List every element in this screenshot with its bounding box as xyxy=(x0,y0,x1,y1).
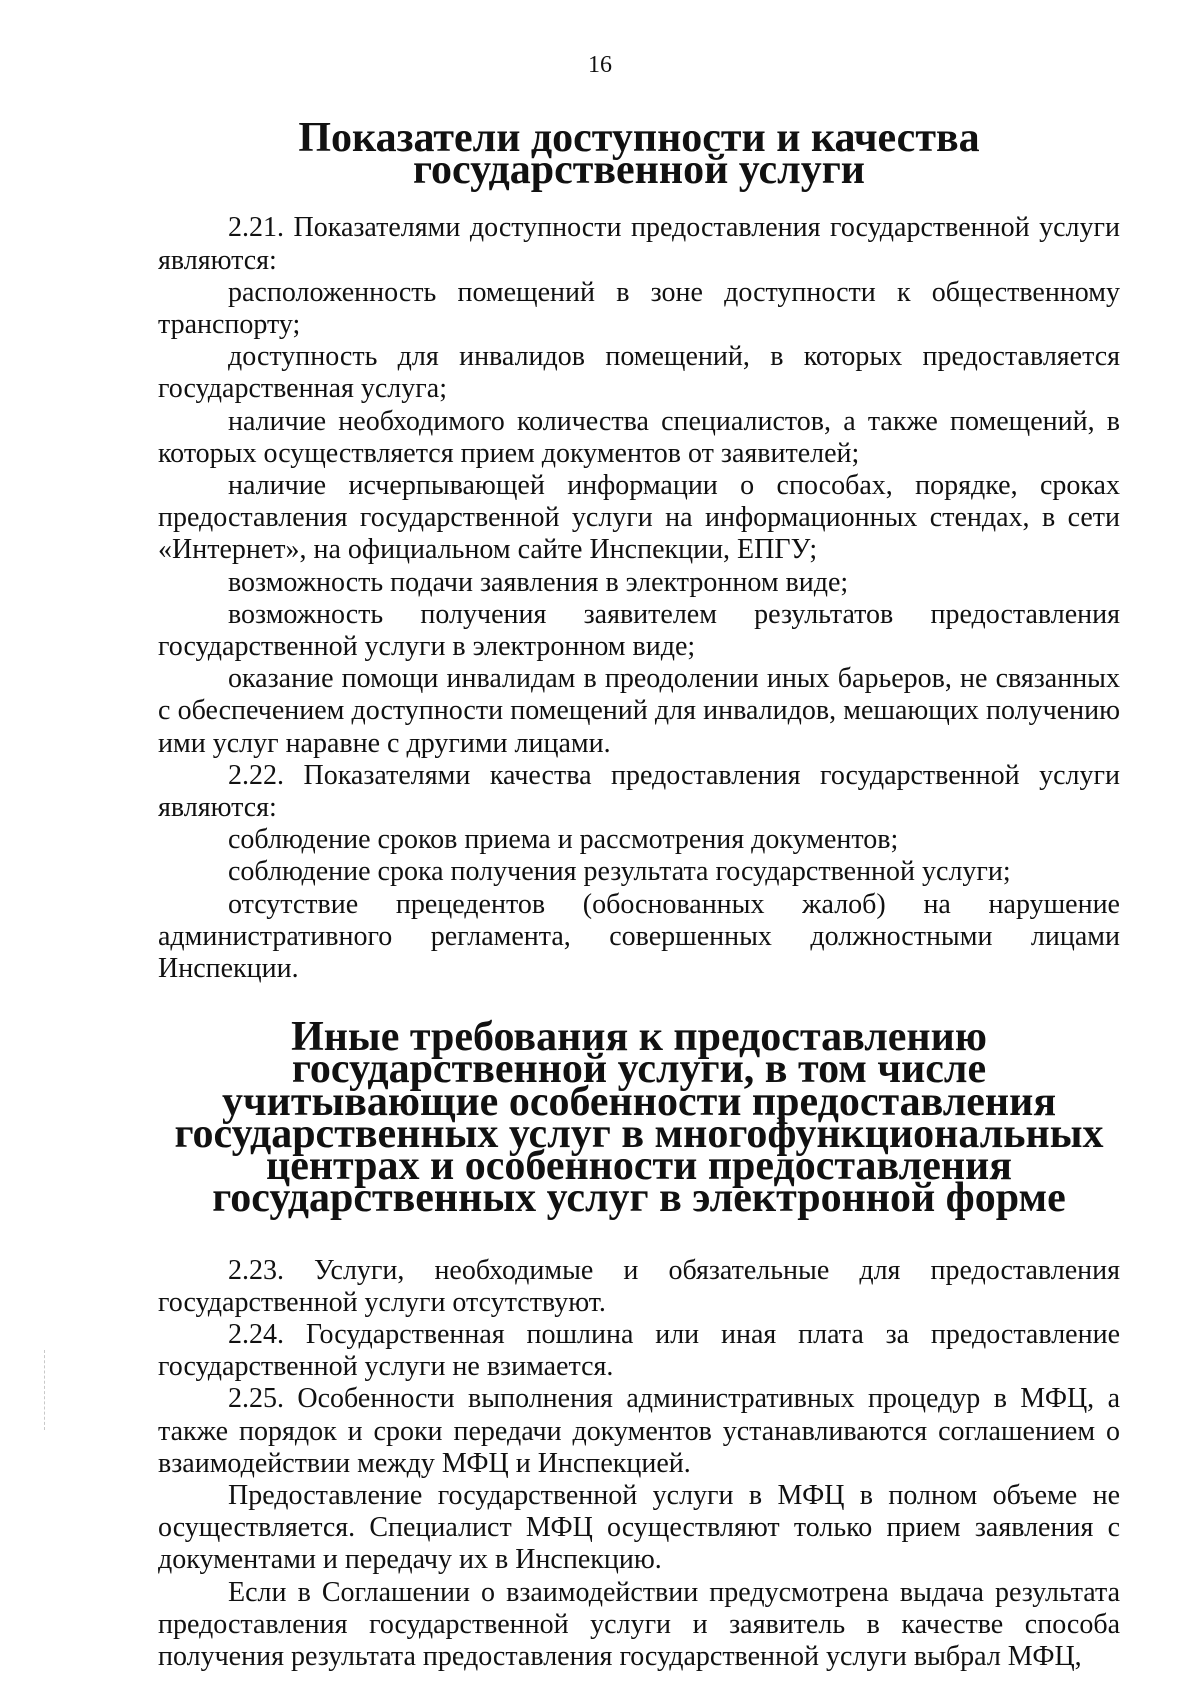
page-content xyxy=(158,115,1120,1673)
paragraph: 2.24. Государственная пошлина или иная плата за предоставление государственной услуги не взимается. xyxy=(158,1318,1120,1383)
paragraph: расположенность помещений в зоне доступности к общественному транспорту; xyxy=(158,276,1120,341)
paragraph: Если в Соглашении о взаимодействии предусмотрена выдача результата предоставления государственной услуги и заявитель в качестве способа получения результата предоставления государственной услуги выбрал МФЦ, xyxy=(158,1576,1120,1672)
paragraph: соблюдение сроков приема и рассмотрения документов; xyxy=(228,824,899,856)
paragraph: Предоставление государственной услуги в МФЦ в полном объеме не осуществляется. Специалист МФЦ осуществляют только прием заявления с документами и передачу их в Инспекцию. xyxy=(158,1479,1120,1576)
section-heading-accessibility: Показатели доступности и качества государственной услуги xyxy=(298,115,980,194)
paragraph: возможность получения заявителем результатов предоставления государственной услуги в электронном виде; xyxy=(158,598,1120,663)
paragraph: 2.25. Особенности выполнения административных процедур в МФЦ, а также порядок и сроки передачи документов устанавливаются соглашением о взаимодействии между МФЦ и Инспекцией. xyxy=(158,1383,1120,1479)
page-number: 16 xyxy=(588,52,612,78)
paragraph: 2.21. Показателями доступности предоставления государственной услуги являются: xyxy=(158,212,1120,276)
paragraph: соблюдение срока получения результата государственной услуги; xyxy=(228,856,1011,888)
paragraph: 2.23. Услуги, необходимые и обязательные для предоставления государственной услуги отсутствуют. xyxy=(158,1254,1120,1318)
paragraph: 2.22. Показателями качества предоставления государственной услуги являются: xyxy=(158,759,1120,824)
scan-margin-mark xyxy=(44,1350,45,1430)
paragraph: отсутствие прецедентов (обоснованных жалоб) на нарушение административного регламента, совершенных должностными лицами Инспекции. xyxy=(158,888,1120,985)
paragraph: оказание помощи инвалидам в преодолении иных барьеров, не связанных с обеспечением доступности помещений для инвалидов, мешающих получению ими услуг наравне с другими лицами. xyxy=(158,663,1120,759)
section-heading-other-requirements: Иные требования к предоставлению государственной услуги, в том числе учитывающие особенности предоставления государственных услуг в многофункциональных центрах и особенности предоставления государственных услуг в электронной форме xyxy=(174,1014,1104,1222)
paragraph: наличие необходимого количества специалистов, а также помещений, в которых осуществляется прием документов от заявителей; xyxy=(158,405,1120,469)
paragraph: наличие исчерпывающей информации о способах, порядке, сроках предоставления государственной услуги на информационных стендах, в сети «Интернет», на официальном сайте Инспекции, ЕПГУ; xyxy=(158,470,1120,566)
paragraph: возможность подачи заявления в электронном виде; xyxy=(228,566,849,598)
paragraph: доступность для инвалидов помещений, в которых предоставляется государственная услуга; xyxy=(158,341,1120,405)
